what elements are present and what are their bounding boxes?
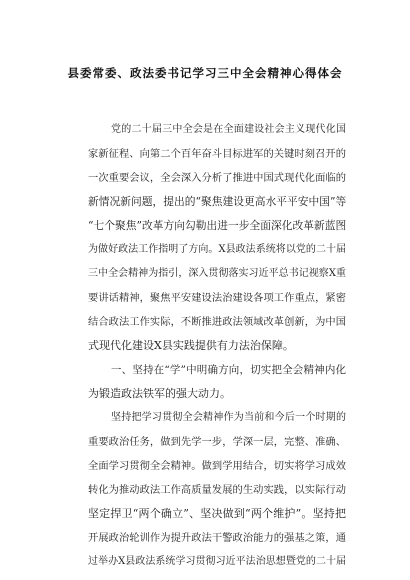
paragraph-1-line-2: 家新征程、向第二个百年奋斗目标进军的关键时刻召开的	[88, 148, 346, 160]
paragraph-1-line-7: 三中全会精神为指引，深入贯彻落实习近平总书记视察X重	[88, 268, 346, 279]
paragraph-3-line-7: 过举办X县政法系统学习贯彻习近平法治思想暨党的二十届	[88, 556, 346, 567]
paragraph-1-line-4: 新情况新问题，提出的“聚焦建设更高水平平安中国”等	[88, 195, 346, 208]
paragraph-3-line-1: 坚持把学习贯彻全会精神作为当前和今后一个时期的	[111, 412, 346, 423]
paragraph-1-line-3: 一次重要会议，全会深入分析了推进中国式现代化面临的	[88, 172, 346, 184]
paragraph-3-line-4: 转化为推动政法工作高质量发展的生动实践，以实际行动	[88, 484, 346, 496]
paragraph-1-line-5: “七个聚焦”改革方向勾勒出进一步全面深化改革新蓝图	[88, 219, 346, 232]
paragraph-1-line-1: 党的二十届三中全会是在全面建设社会主义现代化国	[111, 124, 346, 135]
paragraph-1-line-9: 结合政法工作实际，不断推进政法领域改革创新，为中国	[88, 316, 346, 328]
paragraph-1-line-8: 要讲话精神，聚焦平安建设法治建设各项工作重点，紧密	[88, 292, 346, 304]
paragraph-3-line-2: 重要政治任务，做到先学一步，学深一层，完整、准确、	[88, 436, 346, 448]
paragraph-3-line-6: 开展政治轮训作为提升政法干警政治能力的强基之策，通	[88, 532, 346, 544]
document-title: 县委常委、政法委书记学习三中全会精神心得体会	[67, 66, 343, 80]
paragraph-3-line-3: 全面学习贯彻全会精神。做到学用结合，切实将学习成效	[88, 460, 346, 472]
section-1-heading-line-1: 一、坚持在“学”中明确方向，切实把全会精神内化	[111, 364, 346, 376]
paragraph-3-line-5: 坚定捍卫“两个确立”、坚决做到“两个维护”。坚持把	[88, 507, 346, 520]
paragraph-1-line-10: 式现代化建设X县实践提供有力法治保障。	[88, 339, 294, 352]
paragraph-1-line-6: 为做好政法工作指明了方向。X县政法系统将以党的二十届	[88, 244, 346, 255]
section-1-heading-line-2: 为锻造政法铁军的强大动力。	[88, 387, 231, 400]
